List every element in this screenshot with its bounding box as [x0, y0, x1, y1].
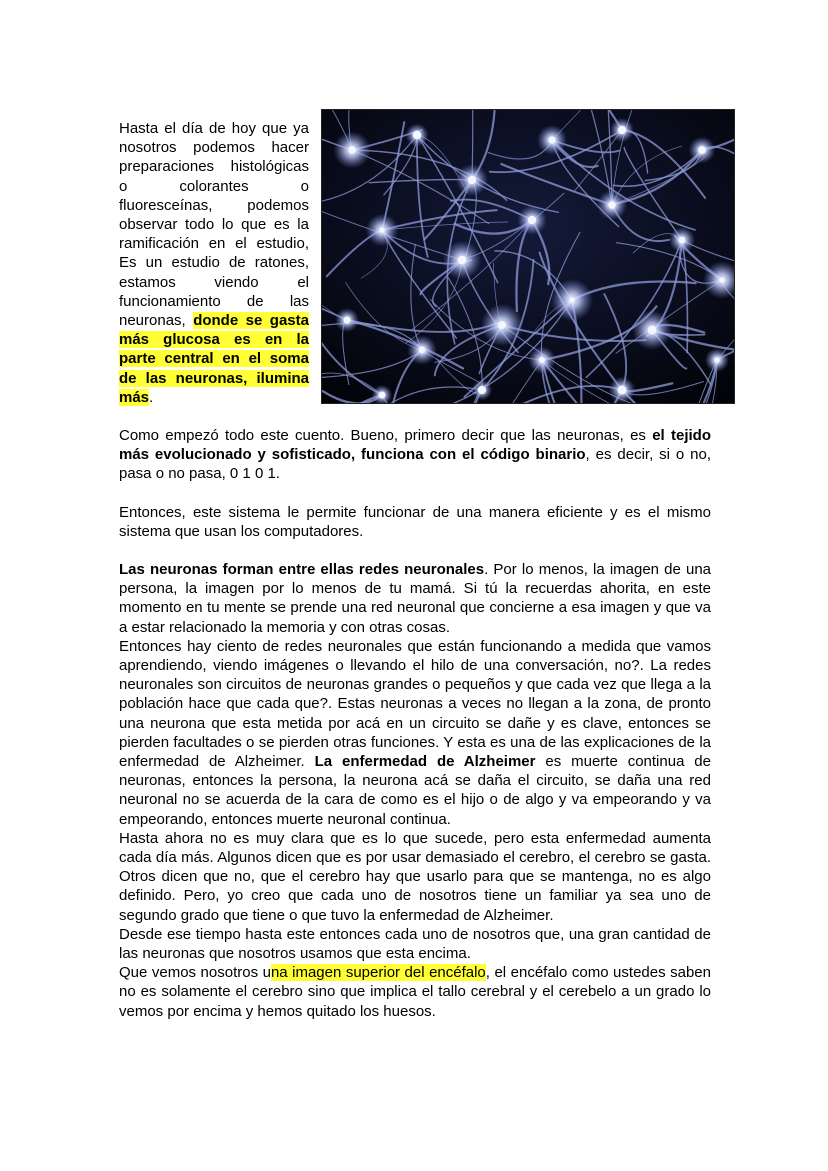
neuron-soma: [618, 386, 627, 395]
p4-bold: La enfermedad de Alzheimer: [314, 753, 536, 771]
paragraph-7: [119, 963, 711, 1021]
p7-text-c: , el encéfalo como ustedes saben no es solamente el cerebro sino que implica el tallo cerebral y el cerebelo a un grado lo vemos por encima y hemos quitado los huesos.: [119, 964, 711, 1020]
p7-text-a: Que vemos nosotros u: [119, 964, 271, 982]
neuron-soma: [698, 146, 706, 154]
neuron-soma: [679, 237, 686, 244]
p4-text-a: Entonces hay ciento de redes neuronales que están funcionando a medida que vamos aprendiendo, viendo imágenes o llevando el hilo de una conversación, no?. La redes neuronales son circuitos de neuronas grandes o pequeños y que cada vez que llega a la población hace que cada que?. Estas neuronas a veces no llegan a la zona, de pronto una neurona que esta metida por acá en un circuito se dañe y es clave, entonces se pierden facultades o se pierden otras funciones. Y esta es una de las explicaciones de la enfermedad de Alzheimer.: [119, 637, 711, 771]
p4-text-c: es muerte continua de neuronas, entonces la persona, la neurona acá se daña el circuito, se daña una red neuronal no se acuerda de la cara de como es el hijo o de algo y va empeorando y va empeorando, entonces muerte neuronal continua.: [119, 753, 711, 828]
neuron-soma: [344, 317, 351, 324]
p3-bold: Las neuronas forman entre ellas redes neuronales: [119, 561, 485, 579]
neuron-network-image: [321, 109, 735, 404]
neuron-soma: [348, 146, 356, 154]
neuron-network-photo: [322, 110, 734, 403]
p1-text-c: , es decir, si o no, pasa o no pasa, 0 1 0 1.: [119, 446, 711, 483]
neuron-soma: [548, 136, 555, 143]
neuron-soma: [379, 392, 386, 399]
intro-highlight: donde se gasta más glucosa es en la parte central en el soma de las neuronas, ilumina más: [119, 312, 309, 406]
neuron-soma: [648, 326, 657, 335]
neuron-soma: [419, 347, 426, 354]
neuron-soma: [458, 256, 467, 265]
paragraph-3: [119, 560, 711, 637]
intro-period: .: [149, 388, 154, 406]
neuron-soma: [719, 277, 724, 282]
p1-bold: el tejido más evolucionado y sofisticado, funciona con el código binario: [119, 427, 711, 464]
neuron-soma: [618, 126, 626, 134]
paragraph-2: Entonces, este sistema le permite funcionar de una manera eficiente y es el mismo sistema que usan los computadores.: [119, 503, 711, 540]
p1-text-a: Como empezó todo este cuento. Bueno, primero decir que las neuronas, es: [119, 427, 653, 444]
neuron-soma: [468, 176, 476, 184]
neuron-soma: [539, 357, 545, 363]
neuron-soma: [478, 386, 486, 394]
p7-highlight: na imagen superior del encéfalo: [270, 964, 486, 982]
paragraph-1: [119, 426, 711, 484]
neuron-soma: [528, 216, 536, 224]
p3-text-b: . Por lo menos, la imagen de una persona, la imagen por lo menos de tu mamá. Si tú la recuerdas ahorita, en este momento en tu mente se prende una red neuronal que concierne a esa imagen y que va a estar relacionado la memoria y con otras cosas.: [119, 561, 712, 636]
neuron-soma: [608, 201, 615, 208]
intro-paragraph: [119, 119, 309, 407]
neuron-soma: [714, 357, 719, 362]
neuron-soma: [413, 131, 421, 139]
body-text: [119, 426, 711, 1021]
paragraph-6: Desde ese tiempo hasta este entonces cada uno de nosotros que, una gran cantidad de las neuronas que nosotros usamos que esta encima.: [119, 925, 711, 963]
neuron-soma: [498, 321, 506, 329]
paragraph-4: [119, 637, 711, 829]
intro-text: Hasta el día de hoy que ya nosotros podemos hacer preparaciones histológicas o colorantes o fluoresceínas, podemos observar todo lo que es la ramificación en el estudio, Es un estudio de ratones, estamos viendo el funcionamiento de las neuronas,: [119, 120, 309, 330]
paragraph-5: Hasta ahora no es muy clara que es lo que sucede, pero esta enfermedad aumenta cada día más. Algunos dicen que es por usar demasiado el cerebro, el cerebro se gasta. Otros dicen que no, que el cerebro hay que usarlo para que se mantenga, no es algo definido. Pero, yo creo que cada uno de nosotros tiene un familiar ya sea uno de segundo grado que tiene o que tuvo la enfermedad de Alzheimer.: [119, 829, 711, 924]
neuron-soma: [569, 297, 574, 302]
neuron-soma: [379, 227, 384, 232]
